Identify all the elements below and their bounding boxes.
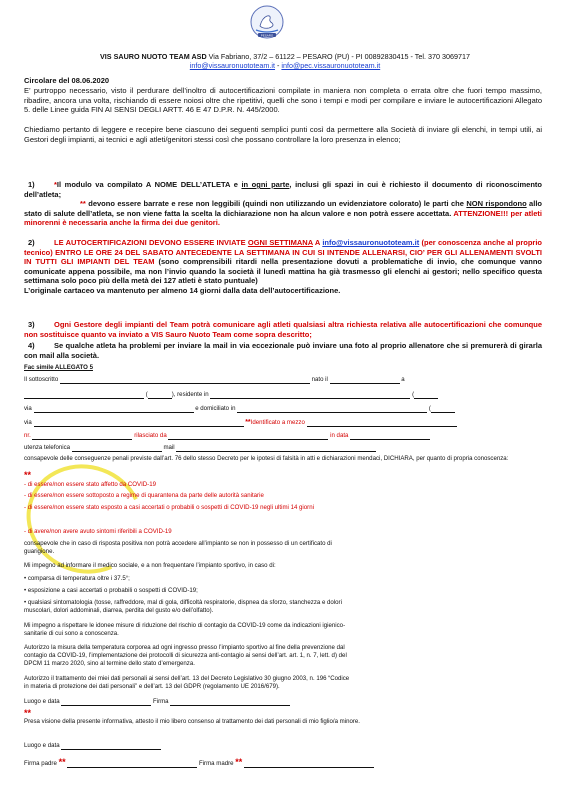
label-phone: utenza telefonica — [24, 444, 71, 451]
father-signature-field[interactable] — [67, 761, 197, 768]
label-paren: ( — [145, 391, 148, 398]
point-1-text-d: in ogni parte — [241, 180, 290, 189]
commitment-text: Mi impegno ad informare il medico sociale, e a non frequentare l’impianto sportivo, in caso di: — [24, 562, 276, 569]
id-number-field[interactable] — [32, 433, 132, 440]
point-2 — [24, 238, 542, 296]
label-place-date-2: Luogo e data — [24, 742, 60, 749]
option-2: - di essere/non essere sottoposto a regime di quarantena da parte delle autorità sanitarie — [24, 492, 264, 499]
label-issued-by: rilasciato da — [134, 432, 167, 439]
privacy-authorization: Autorizzo il trattamento dei miei dati personali ai sensi dell’art. 13 del Decreto Legislativo 30 giugno 2003, n. 196 “Codice in materia di protezione dei dati personali” e dell’art. 13 del GDPR (regolamento UE 2016/679). — [24, 675, 350, 690]
point-1-stars: ** — [80, 199, 86, 209]
label-street-2: via — [24, 419, 32, 426]
form-line-2 — [24, 391, 542, 399]
point-3-number: 3) — [28, 320, 35, 329]
label-paren-2: ( — [412, 391, 415, 398]
bullet-symptoms: • qualsiasi sintomatologia (tosse, raffreddore, mal di gola, difficoltà respiratorie, dispnea da sforzo, stanchezza e dolori muscolari, dolori addominali, diarrea, perdita del gusto e/o dell’olfatto). — [24, 599, 342, 614]
residence-province-field[interactable] — [414, 392, 438, 399]
point-2-text-g: L’originale cartaceo va mantenuto per almeno 14 giorni dalla data dell’autocertificazione. — [24, 285, 341, 295]
email-link[interactable]: info@vissauronuototeam.it — [189, 61, 276, 70]
point-1-text-c: e — [230, 180, 242, 189]
point-1-text-e: , inclusi gli spazi in cui è richiesto il documento di riconoscimento dell’atleta; — [24, 180, 543, 199]
declaration-stars — [24, 471, 542, 481]
point-2-text-c: A — [312, 238, 323, 247]
point-1-text-b: A NOME DELL’ATLETA — [145, 180, 231, 189]
parent-signatures — [24, 758, 542, 768]
option-4: - di avere/non avere avuto sintomi riferibili a COVID-19 — [24, 528, 172, 535]
label-place-date: Luogo e data — [24, 698, 60, 705]
form-line-6 — [24, 444, 542, 452]
circular-paragraph-2: Chiediamo pertanto di leggere e recepire bene ciascuno dei seguenti semplici punti così da permettere alla Società di inviare gli elenchi, in tempi utili, ai Gestori degli impianti, ai tecnici e agli atleti/genitori stessi così che possano controllare la loro presenza in elenco; — [24, 125, 542, 144]
label-issue-date: in data — [330, 432, 349, 439]
form-line-1 — [24, 376, 542, 384]
point-1 — [24, 180, 542, 228]
point-1-text-a: Il modulo va compilato — [56, 180, 146, 189]
form-title: Fac simile ALLEGATO 5 — [24, 364, 93, 371]
circular-title: Circolare del 08.06.2020 — [24, 76, 110, 85]
mother-stars: ** — [235, 757, 243, 767]
signature-line-2 — [24, 742, 542, 750]
label-mail: mail — [163, 444, 175, 451]
point-2-text-a: LE AUTOCERTIFICAZIONI DEVONO ESSERE INVIATE — [54, 238, 248, 247]
issue-date-field[interactable] — [350, 433, 430, 440]
phone-field[interactable] — [72, 445, 162, 452]
label-undersigned: Il sottoscritto — [24, 376, 59, 383]
form-line-5 — [24, 432, 542, 440]
signature-line-1 — [24, 698, 542, 706]
id-stars: ** — [245, 419, 251, 426]
point-4-text: Se qualche atleta ha problemi per inviare la mail in via eccezionale può inviare una foto al proprio allenatore che si premurerà di girarla con mail alla società. — [24, 341, 542, 360]
declaration-intro: consapevole delle conseguenze penali previste dall’art. 76 dello stesso Decreto per le ipotesi di falsità in atti e dichiarazioni mendaci, DICHIARA, per quanto di propria conoscenza: — [24, 455, 509, 462]
point-2-text-e: (per conoscenza anche al proprio tecnico) ENTRO LE ORE 24 DEL SABATO ANTECEDENTE LA SETTIMANA IN CUI SI INTENDE ALLENARSI, CIO’ PER GLI ALLENAMENTI SVOLTI IN TUTTI GLI IMPIANTI DEL TEAM — [24, 238, 543, 267]
point-3 — [24, 320, 542, 339]
point-3-text: Ogni Gestore degli impianti del Team potrà comunicare agli atleti qualsiasi altra richiesta relativa alle autocertificazioni che comunque non sostituisce quanto va inviato a VIS Sauro Nuoto Team come sopra descritto; — [24, 320, 542, 339]
swan-logo-icon — [248, 4, 286, 40]
residence-field[interactable] — [210, 392, 410, 399]
circular-paragraph-1: E’ purtroppo necessario, visto il perdurare dell’inoltro di autocertificazioni compilate in maniera non completa o errata oltre che fuori tempo massimo, ribadire, ancora una volta, rischiando di essere noiosi oltre che ripetitivi, quelli che sono i tempi e modi per compilare e inviare le autocertificazioni Allegato 5. delle Linee guida FIN AI SENSI DEGLI ARTT. 46 E 47 D.P.R. N. 445/2000. — [24, 86, 542, 115]
temperature-authorization: Autorizzo la misura della temperatura corporea ad ogni ingresso presso l’impianto sportivo al fine della prevenzione dal contagio da COVID-19, l’implementazione dei protocolli di sicurezza anti-contagio ai sensi dell’art. art. 1, n. 7, lett. d) del DPCM 11 marzo 2020, sino al termine dello stato d’emergenza. — [24, 644, 347, 667]
point-2-email-link[interactable]: info@vissauronuototeam.it — [322, 238, 420, 247]
province-field[interactable] — [145, 391, 172, 399]
point-2-text-b: OGNI SETTIMANA — [247, 238, 313, 247]
measures-text: Mi impegno a rispettare le idonee misure di riduzione del rischio di contagio da COVID-19 come da indicazioni igienico-sanitarie di cui sono a conoscenza. — [24, 622, 346, 637]
place-date-field[interactable] — [61, 699, 151, 706]
label-domiciled-in: e domiciliato in — [195, 405, 236, 412]
label-born-in: a — [401, 376, 405, 383]
label-signature: Firma — [153, 698, 169, 705]
letterhead — [30, 52, 540, 70]
issued-by-field[interactable] — [168, 433, 328, 440]
label-father-signature: Firma padre — [24, 760, 57, 767]
pec-link[interactable]: info@pec.vissauronuototeam.it — [281, 61, 381, 70]
option-1: - di essere/non essere stato affetto da COVID-19 — [24, 481, 156, 488]
label-born-on: nato il — [311, 376, 328, 383]
label-paren-3: ( — [428, 405, 431, 412]
domicile-province-field[interactable] — [428, 405, 455, 413]
privacy-consent-text: Presa visione della presente informativa, attesto il mio libero consenso al trattamento dei dati personali di mio figlio/a minore. — [24, 718, 361, 725]
id-document-field[interactable] — [307, 420, 457, 427]
signature-field[interactable] — [170, 699, 290, 706]
street-field[interactable] — [34, 406, 194, 413]
org-address: Via Fabriano, 37/2 – 61122 – PESARO (PU) - PI 00892830415 - Tel. 370 3069717 — [206, 52, 470, 61]
mother-signature-field[interactable] — [244, 761, 374, 768]
label-number: nr. — [24, 432, 31, 439]
form-line-3 — [24, 405, 542, 413]
label-mother-signature: Firma madre — [198, 760, 234, 767]
bullet-temperature: • comparsa di temperatura oltre i 37.5°; — [24, 575, 130, 582]
email-separator: - — [275, 61, 282, 70]
name-field[interactable] — [60, 377, 310, 384]
point-1-text-f: devono essere barrate e rese non leggibili (quindi non utilizzando un evidenziatore colorato) le parti che — [85, 199, 467, 209]
org-name: VIS SAURO NUOTO TEAM ASD — [100, 52, 207, 61]
point-2-text-f: (sono comprensibili ritardi nella presentazione dovuti a problematiche di invio, che comunque vanno comunicate appena possibile, ma non l’invio quando la società il lunedì mattina ha già trasmesso gli elenchi ai gestori; nello specifico questa settimana solo poco più della metà dei 127 atleti è stato puntuale) — [24, 257, 542, 286]
point-1-text-h: allo stato di salute dell’atleta, se non viene fatta la scelta la dichiarazione non ha alcun valore e non potrà essere accettata. — [24, 199, 542, 218]
bullet-exposure: • esposizione a casi accertati o probabili o sospetti di COVID-19; — [24, 587, 198, 594]
point-1-text-g: NON rispondono — [466, 199, 527, 209]
point-2-number: 2) — [28, 238, 35, 247]
domicile-field[interactable] — [237, 406, 427, 413]
point-4 — [24, 341, 542, 360]
consequence-text: consapevole che in caso di risposta positiva non potrà accedere all’impianto se non in possesso di un certificato di guarigione. — [24, 540, 332, 555]
place-date-2-field[interactable] — [61, 743, 161, 750]
option-3: - di essere/non essere stato esposto a casi accertati o probabili o sospetti di COVID-19 negli ultimi 14 giorni — [24, 504, 314, 511]
mail-field[interactable] — [176, 445, 376, 452]
decl-stars: ** — [24, 470, 32, 480]
father-stars: ** — [58, 757, 66, 767]
logo-caption: PESARO — [260, 33, 274, 38]
privacy-stars-mark: ** — [24, 708, 32, 718]
birthplace-field[interactable] — [24, 392, 144, 399]
label-resident-in: ), residente in — [171, 391, 209, 398]
point-1-star: * — [54, 180, 57, 189]
point-1-number: 1) — [28, 180, 35, 189]
street-2-field[interactable] — [34, 420, 244, 427]
point-4-number: 4) — [28, 341, 35, 350]
label-street: via — [24, 405, 32, 412]
point-1-warning: ATTENZIONE!!! per atleti minorenni è necessaria anche la firma dei due genitori. — [24, 208, 542, 228]
birthdate-field[interactable] — [330, 377, 400, 384]
label-identified-by: Identificato a mezzo — [250, 419, 305, 426]
form-line-4 — [24, 419, 542, 427]
